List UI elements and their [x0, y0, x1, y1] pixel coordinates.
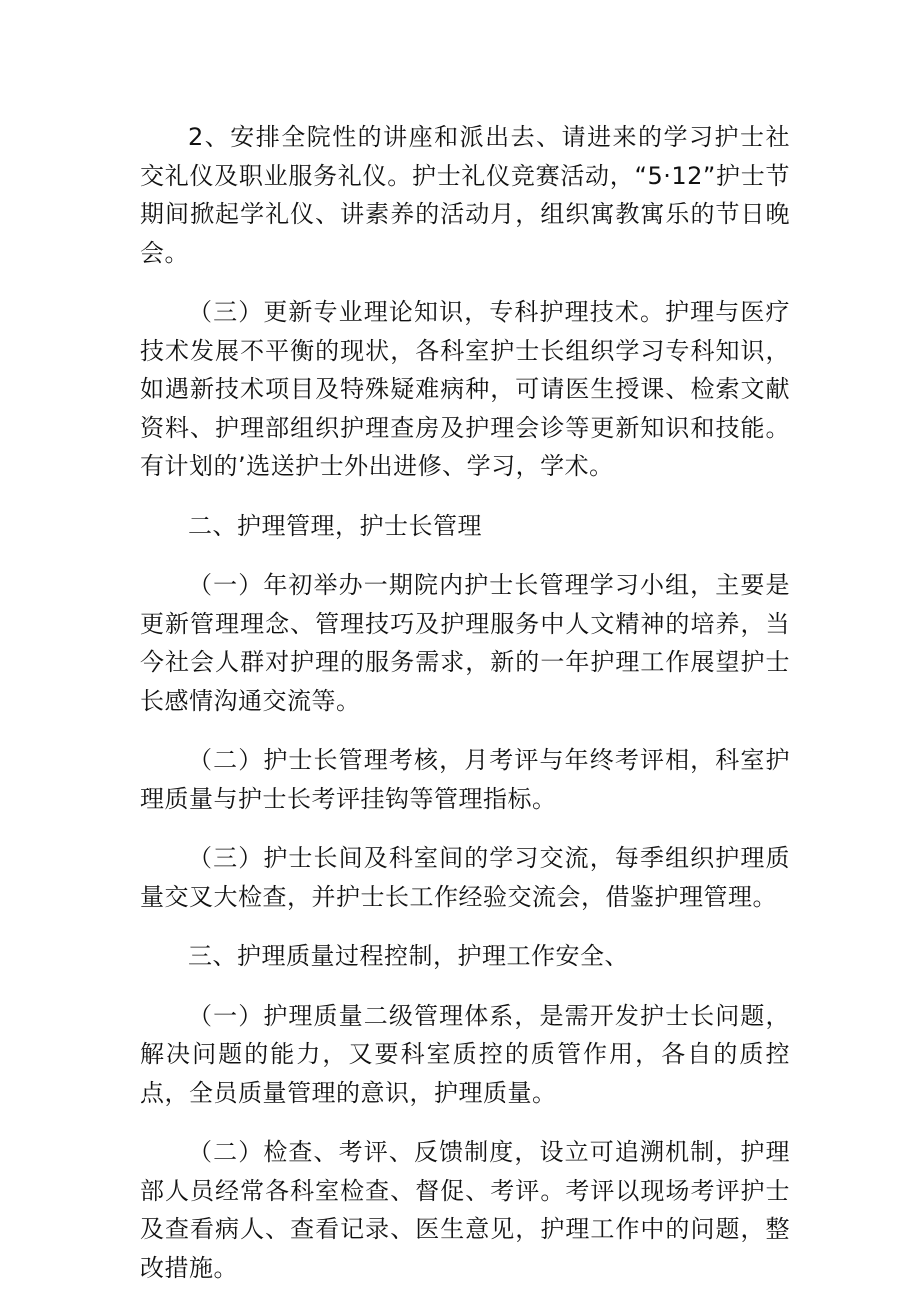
paragraph-exchange-learning: （三）护士长间及科室间的学习交流，每季组织护理质量交叉大检查，并护士长工作经验交流会，借鉴护理管理。	[140, 844, 790, 911]
paragraph-head-nurse-assessment: （二）护士长管理考核，月考评与年终考评相，科室护理质量与护士长考评挂钩等管理指标。	[140, 746, 790, 813]
paragraph-quality-system: （一）护理质量二级管理体系，是需开发护士长问题，解决问题的能力，又要科室质控的质管作用，各自的质控点，全员质量管理的意识，护理质量。	[140, 1001, 790, 1107]
paragraph-head-nurse-training: （一）年初举办一期院内护士长管理学习小组，主要是更新管理理念、管理技巧及护理服务中人文精神的培养，当今社会人群对护理的服务需求，新的一年护理工作展望护士长感情沟通交流等。	[140, 571, 790, 715]
section-heading-nursing-management: 二、护理管理，护士长管理	[188, 511, 482, 540]
paragraph-specialty-knowledge: （三）更新专业理论知识，专科护理技术。护理与医疗技术发展不平衡的现状，各科室护士长组织学习专科知识，如遇新技术项目及特殊疑难病种，可请医生授课、检索文献资料、护理部组织护理查房及护理会诊等更新知识和技能。有计划的’选送护士外出进修、学习，学术。	[140, 298, 790, 480]
document-body	[140, 118, 790, 1287]
paragraph-inspection-feedback: （二）检查、考评、反馈制度，设立可追溯机制，护理部人员经常各科室检查、督促、考评。考评以现场考评护士及查看病人、查看记录、医生意见，护理工作中的问题，整改措施。	[140, 1138, 790, 1282]
paragraph-etiquette-training: 2、安排全院性的讲座和派出去、请进来的学习护士社交礼仪及职业服务礼仪。护士礼仪竞赛活动，“5·12”护士节期间掀起学礼仪、讲素养的活动月，组织寓教寓乐的节日晚会。	[140, 123, 790, 267]
section-heading-quality-control: 三、护理质量过程控制，护理工作安全、	[188, 942, 629, 970]
